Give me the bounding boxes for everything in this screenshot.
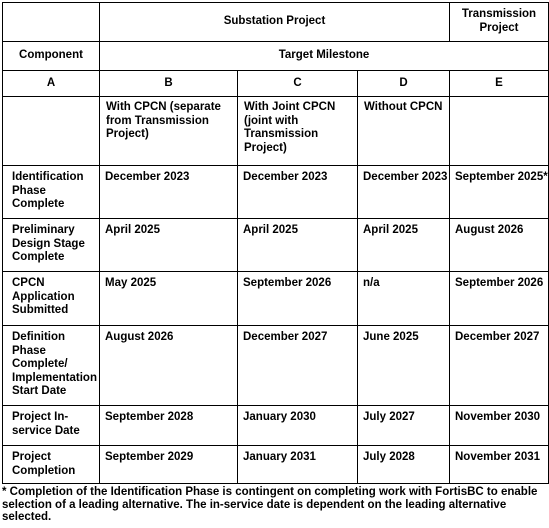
substation-project-header: Substation Project [100, 3, 450, 42]
with-joint-cpcn-cell: December 2027 [238, 326, 358, 406]
component-cell: CPCN Application Submitted [3, 272, 100, 326]
without-cpcn-cell: July 2027 [358, 406, 450, 446]
header-blank-cell [3, 3, 100, 42]
table-row [3, 406, 549, 446]
transmission-cell: August 2026 [450, 219, 549, 272]
subheader-transmission [450, 97, 549, 166]
transmission-cell: September 2026 [450, 272, 549, 326]
target-milestone-header: Target Milestone [100, 42, 549, 71]
footnote: * Completion of the Identification Phase is contingent on completing work with FortisBC to enable selection of a leading alternative. The in-service date is dependent on the leading alternative selected. [2, 486, 538, 524]
table-row [3, 272, 549, 326]
component-cell: Project In-service Date [3, 406, 100, 446]
without-cpcn-cell: December 2023 [358, 166, 450, 219]
component-header: Component [3, 42, 100, 71]
column-letter-e: E [450, 71, 549, 97]
with-cpcn-cell: September 2029 [100, 446, 238, 484]
component-cell: Preliminary Design Stage Complete [3, 219, 100, 272]
without-cpcn-cell: n/a [358, 272, 450, 326]
with-cpcn-cell: December 2023 [100, 166, 238, 219]
table-row [3, 166, 549, 219]
with-cpcn-cell: August 2026 [100, 326, 238, 406]
table-row [3, 446, 549, 484]
subheader-with-cpcn: With CPCN (separate from Transmission Project) [100, 97, 238, 166]
with-joint-cpcn-cell: September 2026 [238, 272, 358, 326]
with-joint-cpcn-cell: April 2025 [238, 219, 358, 272]
transmission-project-header: Transmission Project [450, 3, 549, 42]
transmission-cell: September 2025* [450, 166, 549, 219]
transmission-cell: November 2031 [450, 446, 549, 484]
with-joint-cpcn-cell: January 2030 [238, 406, 358, 446]
without-cpcn-cell: June 2025 [358, 326, 450, 406]
subheader-without-cpcn: Without CPCN [358, 97, 450, 166]
with-cpcn-cell: April 2025 [100, 219, 238, 272]
with-cpcn-cell: September 2028 [100, 406, 238, 446]
transmission-cell: December 2027 [450, 326, 549, 406]
subheader-with-joint-cpcn: With Joint CPCN (joint with Transmission Project) [238, 97, 358, 166]
column-letter-d: D [358, 71, 450, 97]
with-cpcn-cell: May 2025 [100, 272, 238, 326]
component-cell: Definition Phase Complete/ Implementation Start Date [3, 326, 100, 406]
column-letter-b: B [100, 71, 238, 97]
subheader-blank-cell [3, 97, 100, 166]
column-letter-a: A [3, 71, 100, 97]
with-joint-cpcn-cell: December 2023 [238, 166, 358, 219]
without-cpcn-cell: July 2028 [358, 446, 450, 484]
column-letter-c: C [238, 71, 358, 97]
column-letter-row [3, 71, 549, 97]
component-cell: Identification Phase Complete [3, 166, 100, 219]
transmission-cell: November 2030 [450, 406, 549, 446]
header-row-projects [3, 3, 549, 42]
subheader-row [3, 97, 549, 166]
table-row [3, 326, 549, 406]
milestone-table [2, 2, 549, 484]
with-joint-cpcn-cell: January 2031 [238, 446, 358, 484]
component-cell: Project Completion [3, 446, 100, 484]
without-cpcn-cell: April 2025 [358, 219, 450, 272]
table-row [3, 219, 549, 272]
header-row-milestone [3, 42, 549, 71]
